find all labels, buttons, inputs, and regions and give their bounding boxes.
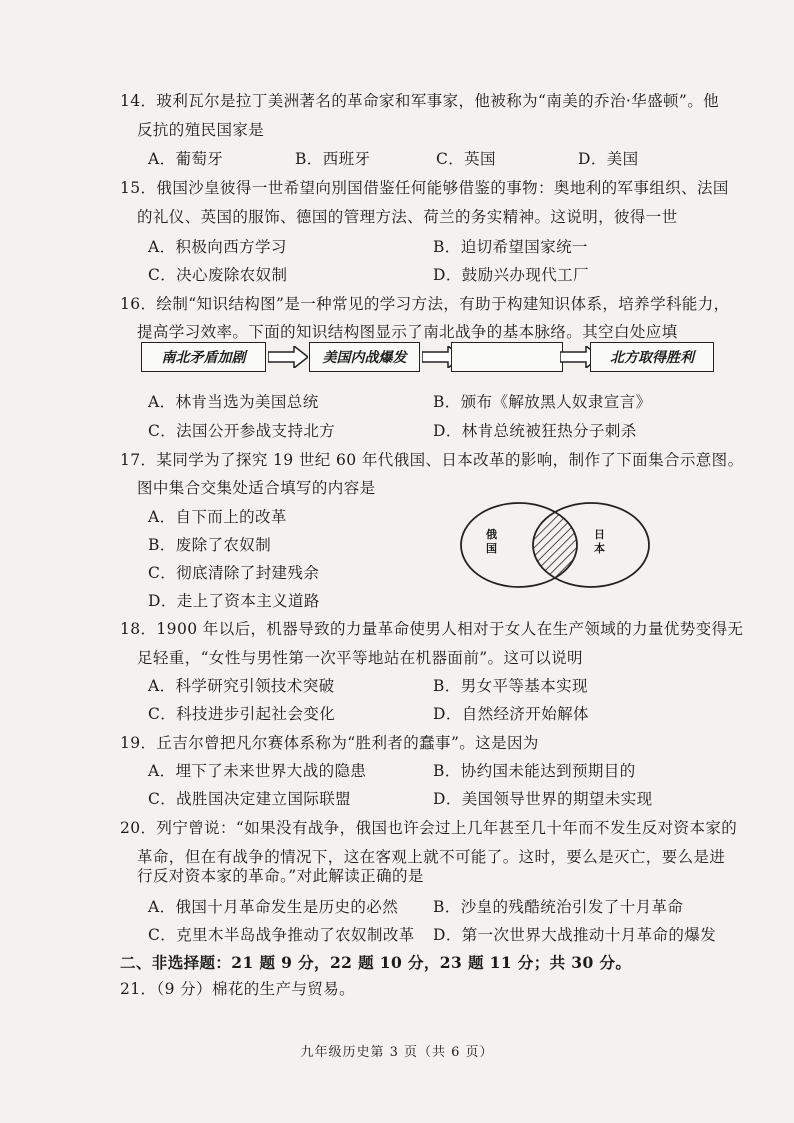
- q15-option-d: D．鼓励兴办现代工厂: [433, 266, 589, 284]
- q20-option-a: A．俄国十月革命发生是历史的必然: [148, 898, 399, 916]
- page-footer: 九年级历史第 3 页（共 6 页）: [300, 1045, 494, 1060]
- q16-option-a: A．林肯当选为美国总统: [148, 393, 319, 411]
- q17-option-d: D．走上了资本主义道路: [148, 592, 320, 610]
- q16-option-d: D．林肯总统被狂热分子刺杀: [433, 422, 637, 440]
- venn-diagram: [455, 499, 655, 591]
- q15-option-a: A．积极向西方学习: [148, 238, 287, 256]
- venn-label-japan: 日本: [594, 528, 605, 555]
- q14-stem: 14．玻利瓦尔是拉丁美洲著名的革命家和军事家，他被称为“南美的乔治·华盛顿”。他: [120, 92, 720, 110]
- q16-stem: 16．绘制“知识结构图”是一种常见的学习方法，有助于构建知识体系，培养学科能力，: [120, 295, 730, 313]
- flow-arrow-1: [268, 346, 308, 368]
- bleed-through: [470, 128, 482, 145]
- flow-box-2: 美国内战爆发: [309, 342, 420, 372]
- q18-option-b: B．男女平等基本实现: [433, 677, 588, 695]
- q17-option-b: B．废除了农奴制: [148, 536, 272, 554]
- q15-option-c: C．决心废除农奴制: [148, 266, 288, 284]
- q14-option-d: D．美国: [578, 150, 639, 168]
- q20-option-b: B．沙皇的残酷统治引发了十月革命: [433, 898, 684, 916]
- q20-stem-cont1: 革命，但在有战争的情况下，这在客观上就不可能了。这时，要么是灭亡，要么是进: [137, 848, 726, 866]
- q21-stem: 21．（9 分）棉花的生产与贸易。: [120, 980, 356, 998]
- section-2-heading: 二、非选择题：21 题 9 分，22 题 10 分，23 题 11 分；共 30 分。: [120, 953, 632, 972]
- q16-option-b: B．颁布《解放黑人奴隶宣言》: [433, 393, 652, 411]
- venn-label-russia: 俄国: [486, 528, 497, 555]
- q19-option-a: A．埋下了未来世界大战的隐患: [148, 762, 367, 780]
- q18-option-c: C．科技进步引起社会变化: [148, 705, 336, 723]
- q18-stem-cont: 足轻重，“女性与男性第一次平等地站在机器面前”。这可以说明: [137, 649, 583, 667]
- q15-option-b: B．迫切希望国家统一: [433, 238, 588, 256]
- q15-stem-cont: 的礼仪、英国的服饰、德国的管理方法、荷兰的务实精神。这说明，彼得一世: [137, 208, 678, 226]
- q19-option-b: B．协约国未能达到预期目的: [433, 762, 636, 780]
- q14-option-a: A．葡萄牙: [148, 150, 224, 168]
- q20-option-d: D．第一次世界大战推动十月革命的爆发: [433, 926, 717, 944]
- flow-box-4: 北方取得胜利: [590, 342, 714, 372]
- q19-stem: 19．丘吉尔曾把凡尔赛体系称为“胜利者的蠢事”。这是因为: [120, 734, 539, 752]
- flow-box-blank: [451, 342, 563, 372]
- q18-stem: 18．1900 年以后，机器导致的力量革命使男人相对于女人在生产领域的力量优势变得无: [120, 620, 744, 638]
- q17-option-c: C．彻底清除了封建残余: [148, 564, 320, 582]
- q14-option-c: C．英国: [436, 150, 496, 168]
- q16-option-c: C．法国公开参战支持北方: [148, 422, 336, 440]
- q19-option-c: C．战胜国决定建立国际联盟: [148, 790, 352, 808]
- q20-stem: 20．列宁曾说：“如果没有战争，俄国也许会过上几年甚至几十年而不发生反对资本家的: [120, 819, 738, 837]
- q14-option-b: B．西班牙: [295, 150, 371, 168]
- q17-stem: 17．某同学为了探究 19 世纪 60 年代俄国、日本改革的影响，制作了下面集合示意图。: [120, 451, 744, 469]
- q17-option-a: A．自下而上的改革: [148, 508, 287, 526]
- q15-stem: 15．俄国沙皇彼得一世希望向別国借鉴任何能够借鉴的事物：奥地利的军事组织、法国: [120, 179, 729, 197]
- q14-stem-cont: 反抗的殖民国家是: [137, 121, 265, 139]
- q18-option-a: A．科学研究引领技术突破: [148, 677, 335, 695]
- q20-stem-cont2: 行反对资本家的革命。”对此解读正确的是: [137, 867, 424, 885]
- q20-option-c: C．克里木半岛战争推动了农奴制改革: [148, 926, 415, 944]
- q17-stem-cont: 图中集合交集处适合填写的内容是: [137, 479, 376, 497]
- q18-option-d: D．自然经济开始解体: [433, 705, 589, 723]
- q19-option-d: D．美国领导世界的期望未实现: [433, 790, 653, 808]
- flow-box-1: 南北矛盾加剧: [141, 342, 266, 372]
- q16-stem-cont: 提高学习效率。下面的知识结构图显示了南北战争的基本脉络。其空白处应填: [137, 323, 678, 341]
